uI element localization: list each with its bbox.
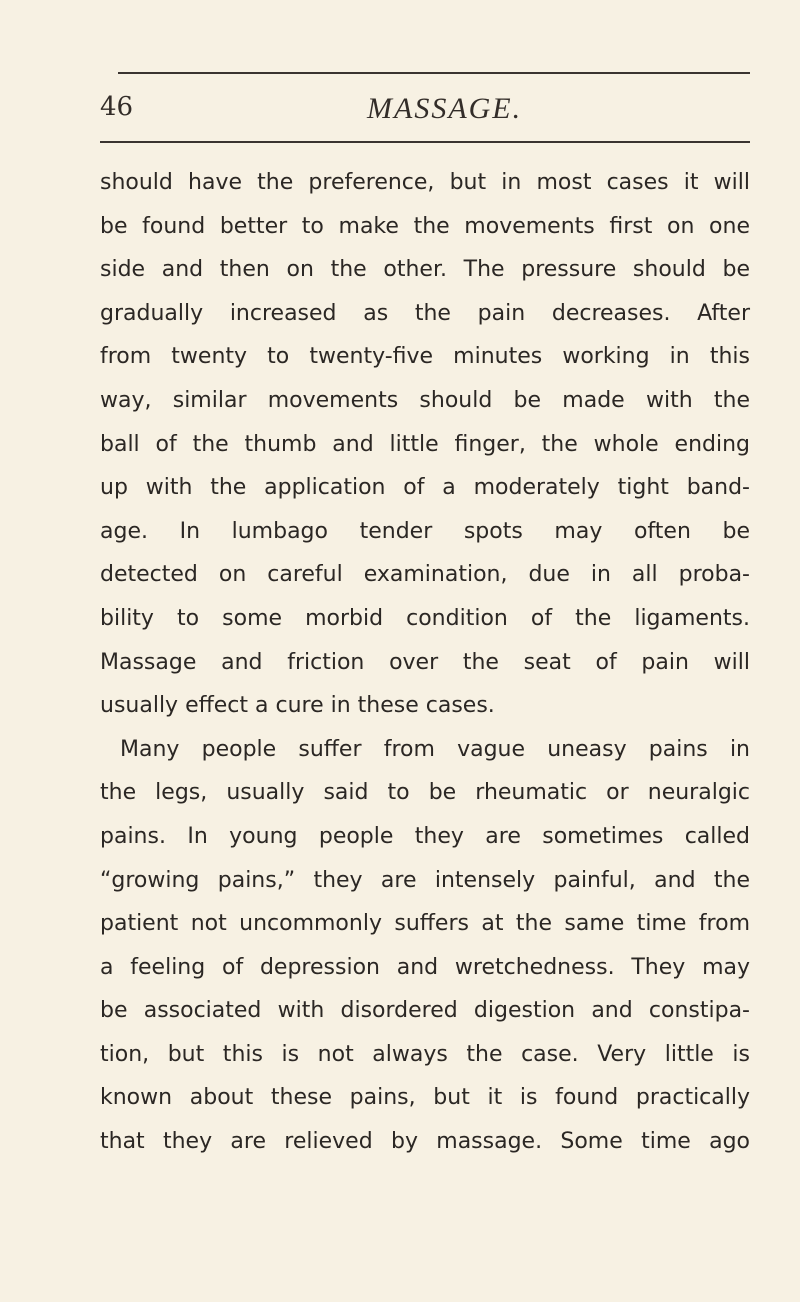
text-line: from twenty to twenty-five minutes working in this	[100, 344, 750, 370]
running-header	[100, 92, 750, 132]
text-line: “growing pains,” they are intensely painful, and the	[100, 867, 750, 893]
text-line: patient not uncommonly suffers at the same time from	[100, 911, 750, 937]
text-line: detected on careful examination, due in all proba-	[100, 562, 750, 588]
page-number: 46	[100, 92, 134, 122]
text-line: ball of the thumb and little finger, the whole ending	[100, 431, 750, 457]
header-rule-top	[118, 72, 750, 74]
paragraph-start-line: Many people suffer from vague uneasy pains in	[120, 736, 750, 762]
text-line: the legs, usually said to be rheumatic or neuralgic	[100, 780, 750, 806]
text-line: a feeling of depression and wretchedness. They may	[100, 954, 750, 980]
paragraph-end-line: usually effect a cure in these cases.	[100, 693, 495, 719]
text-line: pains. In young people they are sometimes called	[100, 823, 750, 849]
text-line: side and then on the other. The pressure should be	[100, 257, 750, 283]
header-rule-bottom	[100, 141, 750, 143]
text-line: be associated with disordered digestion and constipa-	[100, 998, 750, 1024]
text-line: tion, but this is not always the case. Very little is	[100, 1041, 750, 1067]
text-line: bility to some morbid condition of the ligaments.	[100, 605, 750, 631]
text-line: gradually increased as the pain decreases. After	[100, 300, 750, 326]
text-line: age. In lumbago tender spots may often be	[100, 518, 750, 544]
text-line: way, similar movements should be made with the	[100, 387, 750, 413]
text-line: known about these pains, but it is found practically	[100, 1085, 750, 1111]
running-title: MASSAGE.	[367, 92, 523, 125]
text-line: that they are relieved by massage. Some time ago	[100, 1129, 750, 1155]
text-line: Massage and friction over the seat of pain will	[100, 649, 750, 675]
text-line: up with the application of a moderately tight band-	[100, 475, 750, 501]
text-line: be found better to make the movements first on one	[100, 213, 750, 239]
body-text	[100, 161, 750, 1164]
text-line: should have the preference, but in most cases it will	[100, 170, 750, 195]
